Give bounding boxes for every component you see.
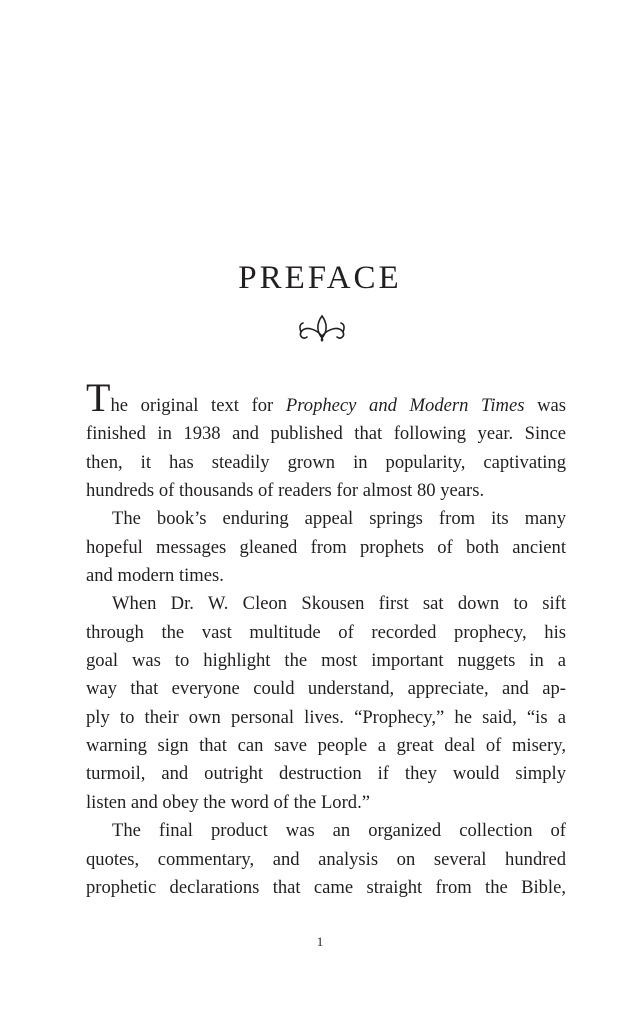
text-line: then, it has steadily grown in popularity, captivating: [86, 451, 566, 473]
text-line: finished in 1938 and published that following year. Since: [86, 423, 566, 445]
drop-cap: T: [86, 375, 111, 420]
text-line: listen and obey the word of the Lord.”: [86, 791, 370, 813]
text-line: warning sign that can save people a great deal of misery,: [86, 735, 566, 757]
text-line: hopeful messages gleaned from prophets of both ancient: [86, 536, 566, 558]
text-line: The book’s enduring appeal springs from its many: [112, 508, 566, 530]
text-line: through the vast multitude of recorded prophecy, his: [86, 621, 566, 643]
text-line: quotes, commentary, and analysis on several hundred: [86, 848, 566, 870]
text-line: ply to their own personal lives. “Prophecy,” he said, “is a: [86, 706, 566, 728]
book-title: Prophecy and Modern Times: [285, 395, 525, 416]
text-run: he original text for: [110, 395, 286, 416]
text-line: prophetic declarations that came straight from the Bible,: [86, 876, 566, 898]
text-line: [86, 375, 566, 420]
text-line: way that everyone could understand, appreciate, and ap-: [86, 678, 566, 700]
text-line: hundreds of thousands of readers for almost 80 years.: [86, 480, 485, 502]
text-line: turmoil, and outright destruction if they would simply: [86, 763, 566, 785]
page-number: 1: [316, 934, 324, 949]
preface-body: [86, 375, 566, 902]
text-run: was: [524, 395, 566, 416]
text-line: When Dr. W. Cleon Skousen first sat down to sift: [112, 593, 566, 615]
fleuron-ornament-icon: [297, 312, 347, 342]
chapter-title: PREFACE: [238, 260, 402, 297]
text-line: goal was to highlight the most important nuggets in a: [86, 650, 566, 672]
text-line: and modern times.: [86, 565, 224, 587]
text-line: The final product was an organized collection of: [112, 820, 566, 842]
